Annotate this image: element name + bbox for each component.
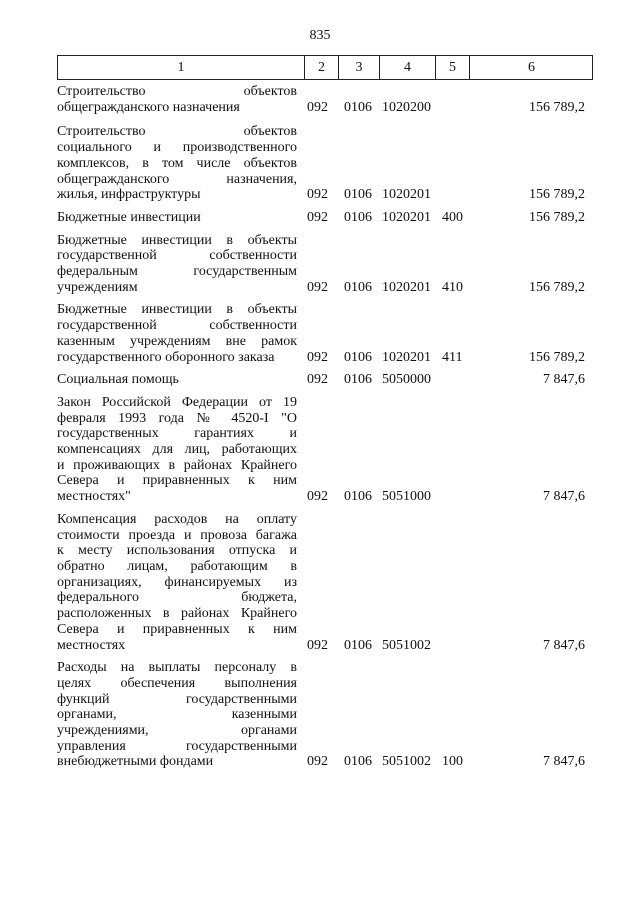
row-target-code: 1020200 bbox=[382, 99, 431, 115]
row-name bbox=[57, 210, 297, 226]
row-name-line: Бюджетные инвестиции в объекты bbox=[57, 232, 297, 248]
row-section-code: 0106 bbox=[344, 279, 372, 295]
row-name-line: и проживающих в районах Крайнего bbox=[57, 457, 297, 473]
row-amount: 7 847,6 bbox=[543, 372, 585, 388]
row-name bbox=[57, 660, 297, 770]
header-col-6: 6 bbox=[469, 56, 593, 79]
row-amount: 156 789,2 bbox=[529, 349, 585, 365]
row-section-code: 0106 bbox=[344, 99, 372, 115]
row-expense-type: 400 bbox=[442, 209, 463, 225]
row-section-code: 0106 bbox=[344, 372, 372, 388]
header-col-5: 5 bbox=[435, 56, 469, 79]
row-name-line: внебюджетными фондами bbox=[57, 754, 214, 770]
row-name-line: расположенных в районах Крайнего bbox=[57, 606, 297, 622]
row-name bbox=[57, 124, 297, 203]
row-target-code: 1020201 bbox=[382, 209, 431, 225]
table-row bbox=[57, 124, 593, 203]
row-name-line: комплексов, в том числе объектов bbox=[57, 155, 297, 171]
row-target-code: 5051002 bbox=[382, 754, 431, 770]
row-name-line: к месту использования отпуска и bbox=[57, 543, 297, 559]
row-amount: 7 847,6 bbox=[543, 489, 585, 505]
row-name bbox=[57, 512, 297, 653]
row-target-code: 5050000 bbox=[382, 372, 431, 388]
row-ministry-code: 092 bbox=[307, 754, 328, 770]
row-name-line: местностях" bbox=[57, 489, 131, 505]
row-target-code: 1020201 bbox=[382, 279, 431, 295]
row-ministry-code: 092 bbox=[307, 637, 328, 653]
row-section-code: 0106 bbox=[344, 209, 372, 225]
row-target-code: 5051002 bbox=[382, 637, 431, 653]
row-name-line: органами, казенными bbox=[57, 707, 297, 723]
row-name-line: Расходы на выплаты персоналу в bbox=[57, 660, 297, 676]
table-row bbox=[57, 372, 593, 388]
row-name-line: общегражданского назначения bbox=[57, 99, 240, 115]
header-col-4: 4 bbox=[379, 56, 435, 79]
row-name bbox=[57, 395, 297, 505]
table-row bbox=[57, 512, 593, 653]
row-amount: 7 847,6 bbox=[543, 754, 585, 770]
row-name-line: Компенсация расходов на оплату bbox=[57, 511, 297, 527]
row-section-code: 0106 bbox=[344, 349, 372, 365]
row-name-line: учреждениям bbox=[57, 279, 138, 295]
row-ministry-code: 092 bbox=[307, 489, 328, 505]
row-name-line: стоимости проезда и провоза багажа bbox=[57, 527, 297, 543]
row-ministry-code: 092 bbox=[307, 209, 328, 225]
table-row bbox=[57, 233, 593, 296]
row-name-line: Социальная помощь bbox=[57, 372, 179, 388]
row-amount: 156 789,2 bbox=[529, 279, 585, 295]
table-row bbox=[57, 210, 593, 226]
header-col-2: 2 bbox=[304, 56, 338, 79]
row-amount: 7 847,6 bbox=[543, 637, 585, 653]
row-ministry-code: 092 bbox=[307, 349, 328, 365]
row-name-line: Закон Российской Федерации от 19 bbox=[57, 394, 297, 410]
table-row bbox=[57, 302, 593, 365]
header-col-3: 3 bbox=[338, 56, 379, 79]
row-ministry-code: 092 bbox=[307, 187, 328, 203]
row-target-code: 5051000 bbox=[382, 489, 431, 505]
row-expense-type: 100 bbox=[442, 754, 463, 770]
table-row bbox=[57, 84, 593, 115]
row-name-line: социального и производственного bbox=[57, 140, 297, 156]
row-name-line: целях обеспечения выполнения bbox=[57, 675, 297, 691]
row-expense-type: 410 bbox=[442, 279, 463, 295]
row-name bbox=[57, 84, 297, 115]
row-name-line: Севера и приравненных к ним bbox=[57, 621, 297, 637]
row-name-line: Строительство объектов bbox=[57, 84, 297, 99]
row-ministry-code: 092 bbox=[307, 279, 328, 295]
row-name-line: функций государственными bbox=[57, 691, 297, 707]
page-number: 835 bbox=[309, 28, 331, 43]
row-name-line: государственной собственности bbox=[57, 248, 297, 264]
row-name-line: февраля 1993 года № 4520-I "О bbox=[57, 410, 297, 426]
row-name-line: учреждениями, органами bbox=[57, 723, 297, 739]
row-name-line: обратно лицам, работающим в bbox=[57, 558, 297, 574]
row-section-code: 0106 bbox=[344, 187, 372, 203]
row-name-line: федеральным государственным bbox=[57, 264, 297, 280]
row-name-line: организациях, финансируемых из bbox=[57, 574, 297, 590]
table-row bbox=[57, 660, 593, 770]
row-amount: 156 789,2 bbox=[529, 209, 585, 225]
row-amount: 156 789,2 bbox=[529, 187, 585, 203]
row-expense-type: 411 bbox=[442, 349, 463, 365]
row-name-line: местностях bbox=[57, 637, 126, 653]
budget-table bbox=[57, 55, 593, 770]
table-header bbox=[57, 55, 593, 80]
row-name-line: управления государственными bbox=[57, 738, 297, 754]
table-body bbox=[57, 84, 593, 770]
row-name-line: Севера и приравненных к ним bbox=[57, 473, 297, 489]
row-amount: 156 789,2 bbox=[529, 99, 585, 115]
row-name-line: Строительство объектов bbox=[57, 124, 297, 140]
row-name-line: компенсациях для лиц, работающих bbox=[57, 442, 297, 458]
row-name-line: государственных гарантиях и bbox=[57, 426, 297, 442]
row-name bbox=[57, 372, 297, 388]
row-name-line: казенным учреждениям вне рамок bbox=[57, 333, 297, 349]
row-ministry-code: 092 bbox=[307, 372, 328, 388]
row-section-code: 0106 bbox=[344, 637, 372, 653]
row-name-line: общегражданского назначения, bbox=[57, 171, 297, 187]
row-section-code: 0106 bbox=[344, 754, 372, 770]
row-name bbox=[57, 233, 297, 296]
row-section-code: 0106 bbox=[344, 489, 372, 505]
row-name-line: государственного оборонного заказа bbox=[57, 349, 275, 365]
row-target-code: 1020201 bbox=[382, 187, 431, 203]
row-name-line: Бюджетные инвестиции в объекты bbox=[57, 302, 297, 318]
row-ministry-code: 092 bbox=[307, 99, 328, 115]
row-name-line: жилья, инфраструктуры bbox=[57, 187, 201, 203]
row-name-line: Бюджетные инвестиции bbox=[57, 209, 201, 225]
row-name-line: федерального бюджета, bbox=[57, 590, 297, 606]
table-row bbox=[57, 395, 593, 505]
row-target-code: 1020201 bbox=[382, 349, 431, 365]
row-name bbox=[57, 302, 297, 365]
header-col-1: 1 bbox=[177, 60, 185, 75]
row-name-line: государственной собственности bbox=[57, 318, 297, 334]
